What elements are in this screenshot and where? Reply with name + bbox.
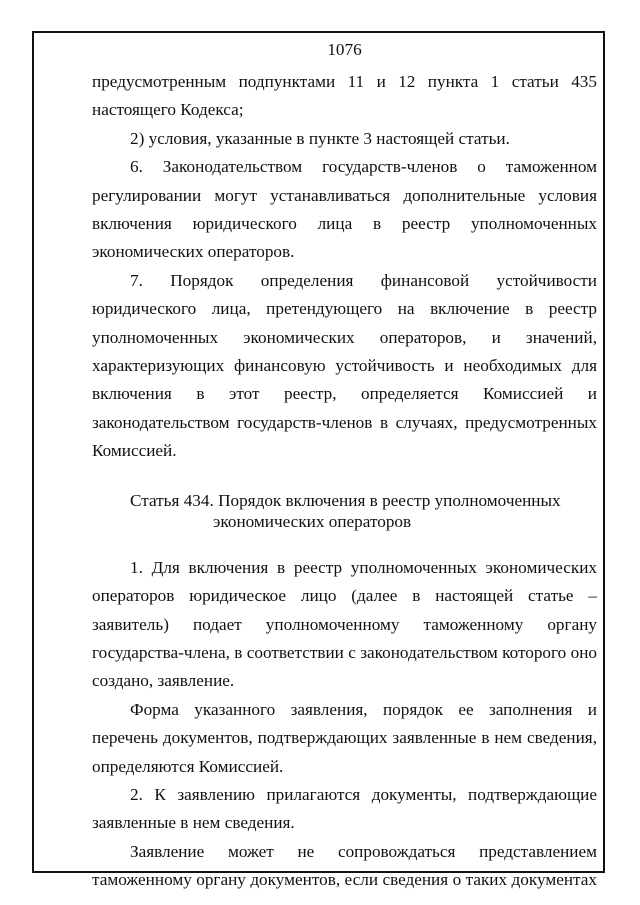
paragraph-continuation: предусмотренным подпунктами 11 и 12 пункта 1 статьи 435 настоящего Кодекса; (92, 72, 597, 120)
article-heading-line-1: Статья 434. Порядок включения в реестр уполномоченных (130, 490, 561, 510)
paragraph-form-description: Форма указанного заявления, порядок ее заполнения и перечень документов, подтверждающих заявленные в нем сведения, определяются Комиссией. (92, 699, 597, 776)
article-heading-line-2: экономических операторов (213, 511, 412, 531)
paragraph-statement-continuation: Заявление может не сопровождаться представлением таможенному органу документов, если сведения о таких документах (92, 841, 597, 890)
article-heading (130, 490, 597, 532)
paragraph-item-2: 2) условия, указанные в пункте 3 настоящей статьи. (130, 128, 510, 148)
page-number: 1076 (327, 40, 362, 59)
paragraph-item-7: 7. Порядок определения финансовой устойчивости юридического лица, претендующего на включение в реестр уполномоченных экономических операторов, и значений, характеризующих финансовую устойчивость и необходимых для включения в этот реестр, определяется Комиссией и законодательством государств-членов в случаях, предусмотренных Комиссией. (92, 270, 597, 461)
paragraph-item-6: 6. Законодательством государств-членов о таможенном регулировании могут устанавливаться дополнительные условия включения юридического лица в реестр уполномоченных экономических операторов. (92, 157, 597, 262)
paragraph-article-item-2: 2. К заявлению прилагаются документы, подтверждающие заявленные в нем сведения. (92, 784, 597, 833)
document-body (92, 40, 597, 895)
paragraph-article-item-1: 1. Для включения в реестр уполномоченных экономических операторов юридическое лицо (далее в настоящей статье – заявитель) подает уполномоченному таможенному органу государства-члена, в соответствии с законодательством которого оно создано, заявление. (92, 557, 597, 691)
